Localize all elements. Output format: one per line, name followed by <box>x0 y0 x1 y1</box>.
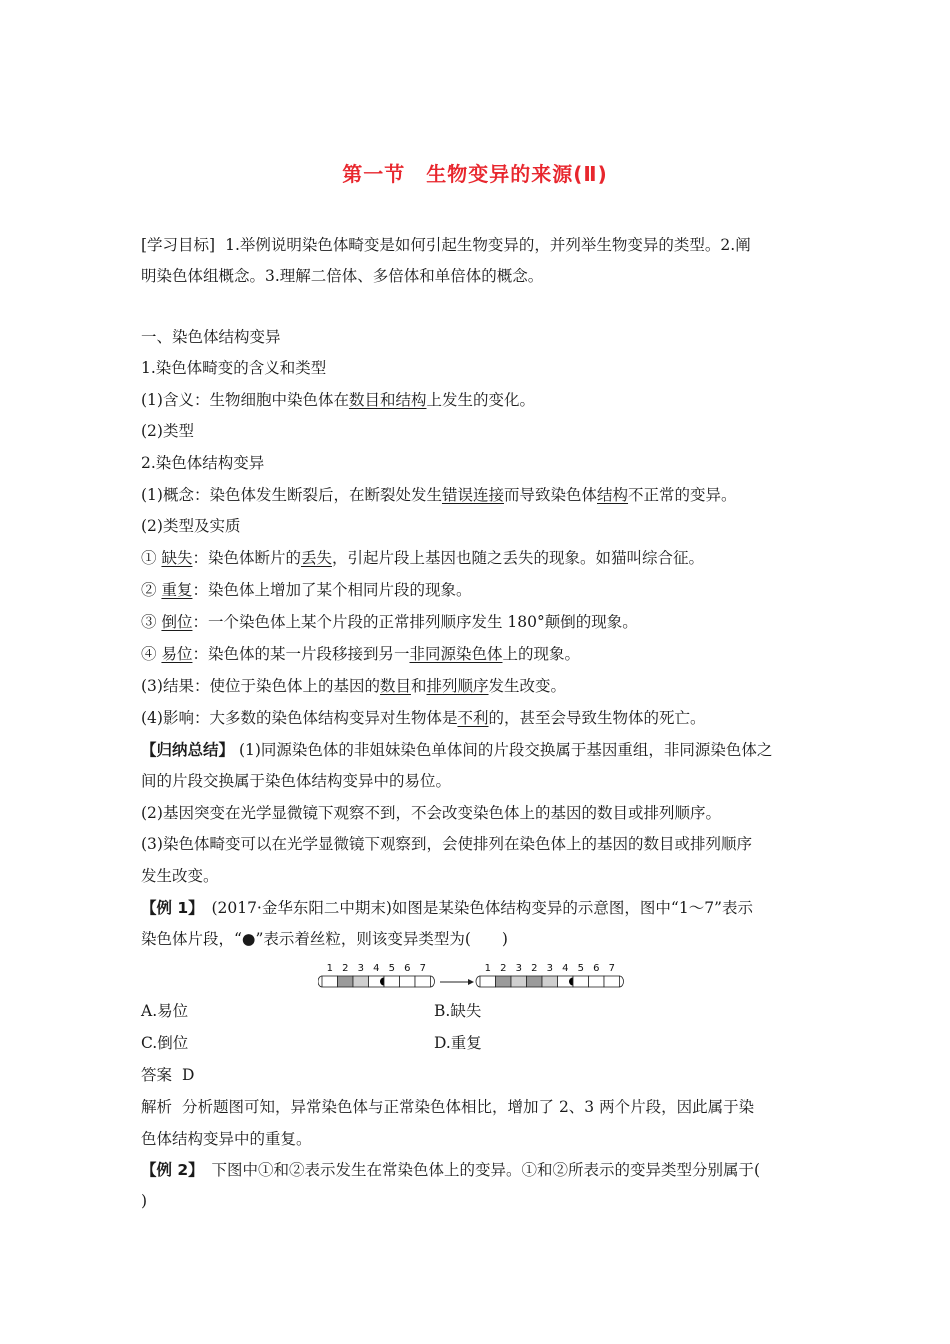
chromosome-end <box>318 976 322 987</box>
example1-line-2: 染色体片段，“●”表示着丝粒，则该变异类型为( ) <box>141 930 508 948</box>
summary-tag: 【归纳总结】 <box>141 741 235 759</box>
type-deletion: ① 缺失：染色体断片的丢失，引起片段上基因也随之丢失的现象。如猫叫综合征。 <box>141 549 704 567</box>
objectives-line-2: 明染色体组概念。3.理解二倍体、多倍体和单倍体的概念。 <box>141 267 544 285</box>
summary-line-2: 间的片段交换属于染色体结构变异中的易位。 <box>141 772 452 790</box>
segment-label: 6 <box>404 963 411 974</box>
example1-tag: 【例 1】 <box>141 899 196 917</box>
summary-line-4: (3)染色体畸变可以在光学显微镜下观察到，会使排列在染色体上的基因的数目或排列顺序 <box>141 835 752 853</box>
chromosome-segment <box>322 976 338 987</box>
types-line: (2)类型 <box>141 422 194 440</box>
segment-label: 1 <box>326 963 333 974</box>
chromosome-end <box>431 976 435 987</box>
segment-label: 7 <box>608 963 615 974</box>
arrow-icon <box>440 979 474 985</box>
option-a: A.易位 <box>141 1002 189 1020</box>
subsection-1: 1.染色体畸变的含义和类型 <box>141 359 327 377</box>
chromosome-segment <box>480 976 496 987</box>
summary-line-5: 发生改变。 <box>141 867 219 885</box>
example1-line-1: 【例 1】 (2017·金华东阳二中期末)如图是某染色体结构变异的示意图，图中“1～7”表示 <box>141 899 753 917</box>
example2-line-2: ) <box>141 1192 148 1210</box>
chromosome-segment <box>527 976 543 987</box>
page-title: 第一节 生物变异的来源(Ⅱ) <box>342 162 608 186</box>
normal-chromosome <box>318 963 435 987</box>
segment-label: 2 <box>342 963 349 974</box>
chromosome-segment <box>573 976 589 987</box>
section-heading: 一、染色体结构变异 <box>141 328 281 346</box>
analysis-line-1: 解析 分析题图可知，异常染色体与正常染色体相比，增加了 2、3 两个片段，因此属于染 <box>141 1098 755 1116</box>
segment-label: 3 <box>546 963 553 974</box>
objectives-line-1: [学习目标] 1.举例说明染色体畸变是如何引起生物变异的，并列举生物变异的类型。2.阐 <box>141 236 751 254</box>
analysis-line-2: 色体结构变异中的重复。 <box>141 1130 312 1148</box>
option-b: B.缺失 <box>434 1002 482 1020</box>
chromosome-end <box>620 976 624 987</box>
segment-label: 3 <box>515 963 522 974</box>
type-inversion: ③ 倒位：一个染色体上某个片段的正常排列顺序发生 180°颠倒的现象。 <box>141 613 638 631</box>
example2-tag: 【例 2】 <box>141 1161 196 1179</box>
chromosome-end <box>476 976 480 987</box>
chromosome-segment <box>542 976 558 987</box>
types-essence-line: (2)类型及实质 <box>141 517 241 535</box>
chromosome-segment <box>589 976 605 987</box>
result-line: (3)结果：使位于染色体上的基因的数目和排列顺序发生改变。 <box>141 677 567 695</box>
type-duplication: ② 重复：染色体上增加了某个相同片段的现象。 <box>141 581 472 599</box>
subsection-2: 2.染色体结构变异 <box>141 454 265 472</box>
option-c: C.倒位 <box>141 1034 189 1052</box>
type-translocation: ④ 易位：染色体的某一片段移接到另一非同源染色体上的现象。 <box>141 645 580 663</box>
chromosome-segment <box>415 976 431 987</box>
chromosome-segment <box>353 976 369 987</box>
option-d: D.重复 <box>434 1034 482 1052</box>
chromosome-segment <box>338 976 354 987</box>
summary-line-3: (2)基因突变在光学显微镜下观察不到，不会改变染色体上的基因的数目或排列顺序。 <box>141 804 721 822</box>
segment-label: 6 <box>593 963 600 974</box>
chromosome-segment <box>604 976 620 987</box>
definition-line: (1)含义：生物细胞中染色体在数目和结构上发生的变化。 <box>141 391 535 409</box>
concept-line: (1)概念：染色体发生断裂后，在断裂处发生错误连接而导致染色体结构不正常的变异。 <box>141 486 737 504</box>
chromosome-figure <box>318 962 638 992</box>
summary-line-1: 【归纳总结】 (1)同源染色体的非姐妹染色单体间的片段交换属于基因重组，非同源染色体之 <box>141 741 773 759</box>
segment-label: 4 <box>562 963 569 974</box>
impact-line: (4)影响：大多数的染色体结构变异对生物体是不利的，甚至会导致生物体的死亡。 <box>141 709 706 727</box>
chromosome-segment <box>400 976 416 987</box>
mutant-chromosome <box>476 963 624 987</box>
example2-line-1: 【例 2】 下图中①和②表示发生在常染色体上的变异。①和②所表示的变异类型分别属于( <box>141 1161 760 1179</box>
segment-label: 4 <box>373 963 380 974</box>
chromosome-segment <box>496 976 512 987</box>
segment-label: 3 <box>357 963 364 974</box>
segment-label: 2 <box>531 963 538 974</box>
segment-label: 5 <box>388 963 395 974</box>
chromosome-segment <box>511 976 527 987</box>
objectives-tag: [学习目标] <box>141 236 216 254</box>
answer-line: 答案 D <box>141 1066 195 1084</box>
segment-label: 5 <box>577 963 584 974</box>
segment-label: 7 <box>419 963 426 974</box>
segment-label: 2 <box>500 963 507 974</box>
chromosome-segment <box>384 976 400 987</box>
segment-label: 1 <box>484 963 491 974</box>
